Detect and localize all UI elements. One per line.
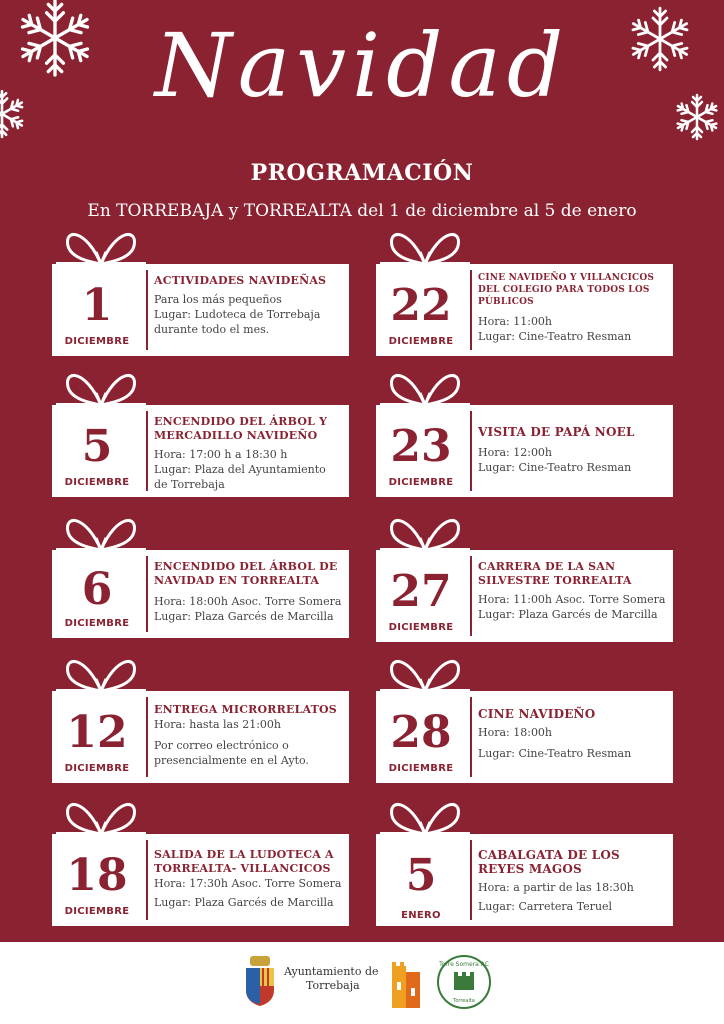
event-detail: Hora: 12:00h xyxy=(478,446,553,459)
gift-bow-icon xyxy=(56,794,146,836)
event-info xyxy=(154,703,343,768)
event-title: CINE NAVIDEÑO xyxy=(478,707,596,721)
divider xyxy=(146,556,148,632)
event-month: DICIEMBRE xyxy=(64,906,130,917)
event-date xyxy=(52,834,142,926)
event-month: DICIEMBRE xyxy=(388,336,454,347)
coat-of-arms-icon xyxy=(244,956,276,1008)
event-day: 23 xyxy=(390,421,452,472)
event-info xyxy=(154,560,343,624)
event-title: CARRERA DE LA SAN SILVESTRE TORREALTA xyxy=(478,560,632,587)
event-card xyxy=(52,834,349,926)
event-card xyxy=(376,550,673,642)
ayto-line2: Torrebaja xyxy=(306,979,360,992)
event-day: 27 xyxy=(390,566,452,617)
event-detail: Lugar: Cine-Teatro Resman xyxy=(478,330,632,343)
event-card xyxy=(376,834,673,926)
event-card xyxy=(52,550,349,638)
event-date xyxy=(376,691,466,783)
event-info xyxy=(478,560,667,622)
event-month: DICIEMBRE xyxy=(64,477,130,488)
event-date xyxy=(52,550,142,638)
event-info xyxy=(478,425,667,475)
event-title: ACTIVIDADES NAVIDEÑAS xyxy=(154,274,327,287)
event-detail: Por correo electrónico o xyxy=(154,739,289,752)
poster-title: Navidad xyxy=(154,14,570,117)
event-title: CINE NAVIDEÑO Y VILLANCICOS DEL COLEGIO PARA TODOS LOS PÚBLICOS xyxy=(478,273,655,307)
torre-somera-logo-bottom: Torrealta xyxy=(453,998,475,1004)
event-detail: Lugar: Carretera Teruel xyxy=(478,900,613,913)
torre-somera-logo-text: Torre Somera AC xyxy=(439,961,489,968)
event-day: 12 xyxy=(66,707,128,758)
tower-logo-icon xyxy=(390,960,424,1008)
event-title: ENCENDIDO DEL ÁRBOL Y MERCADILLO NAVIDEÑO xyxy=(154,415,328,442)
event-info xyxy=(154,415,343,492)
event-month: DICIEMBRE xyxy=(388,622,454,633)
event-date xyxy=(52,691,142,783)
event-day: 1 xyxy=(81,280,113,331)
torre-somera-logo-icon xyxy=(436,954,492,1010)
event-card xyxy=(376,405,673,497)
event-date xyxy=(376,264,466,356)
event-detail: Hora: a partir de las 18:30h xyxy=(478,881,634,894)
ayto-name xyxy=(284,965,379,993)
event-detail: Lugar: Plaza Garcés de Marcilla xyxy=(154,610,334,623)
event-title: CABALGATA DE LOS REYES MAGOS xyxy=(478,848,620,876)
gift-bow-icon xyxy=(56,651,146,693)
event-day: 28 xyxy=(390,707,452,758)
event-detail: Hora: 11:00h xyxy=(478,315,553,328)
event-title: VISITA DE PAPÁ NOEL xyxy=(478,425,635,439)
event-detail: Hora: 11:00h Asoc. Torre Somera xyxy=(478,593,666,606)
event-date xyxy=(376,550,466,642)
event-info xyxy=(478,707,667,761)
event-card xyxy=(52,405,349,497)
gift-bow-icon xyxy=(380,794,470,836)
event-info xyxy=(478,272,667,344)
event-title: ENCENDIDO DEL ÁRBOL DE NAVIDAD EN TORREALTA xyxy=(154,560,338,587)
date-range: En TORREBAJA y TORREALTA del 1 de diciembre al 5 de enero xyxy=(87,201,637,221)
event-day: 5 xyxy=(405,850,437,901)
poster-subtitle: PROGRAMACIÓN xyxy=(250,160,474,186)
event-detail: Lugar: Cine-Teatro Resman xyxy=(478,747,632,760)
event-month: DICIEMBRE xyxy=(64,336,130,347)
event-day: 5 xyxy=(81,421,113,472)
event-detail: Lugar: Ludoteca de Torrebaja xyxy=(154,308,321,321)
event-detail: de Torrebaja xyxy=(154,478,225,491)
gift-bow-icon xyxy=(380,651,470,693)
event-detail: Lugar: Cine-Teatro Resman xyxy=(478,461,632,474)
gift-bow-icon xyxy=(56,365,146,407)
event-day: 6 xyxy=(81,564,113,615)
divider xyxy=(146,697,148,777)
event-detail: Para los más pequeños xyxy=(154,293,282,306)
divider xyxy=(470,411,472,491)
divider xyxy=(470,840,472,920)
event-month: DICIEMBRE xyxy=(64,763,130,774)
gift-bow-icon xyxy=(380,365,470,407)
divider xyxy=(146,270,148,350)
event-detail: Lugar: Plaza del Ayuntamiento xyxy=(154,463,326,476)
event-date xyxy=(52,264,142,356)
event-card xyxy=(376,691,673,783)
event-detail: Hora: 17:00 h a 18:30 h xyxy=(154,448,288,461)
event-date xyxy=(376,834,466,926)
event-month: ENERO xyxy=(401,910,441,921)
event-detail: Lugar: Plaza Garcés de Marcilla xyxy=(478,608,658,621)
event-info xyxy=(154,848,343,910)
event-detail: Hora: 18:00h xyxy=(478,726,553,739)
event-card xyxy=(52,264,349,356)
gift-bow-icon xyxy=(380,224,470,266)
event-title: ENTREGA MICRORRELATOS xyxy=(154,703,337,716)
event-month: DICIEMBRE xyxy=(388,477,454,488)
event-detail: Hora: hasta las 21:00h xyxy=(154,718,281,731)
gift-bow-icon xyxy=(380,510,470,552)
event-date xyxy=(376,405,466,497)
divider xyxy=(146,411,148,491)
divider xyxy=(146,840,148,920)
event-detail: durante todo el mes. xyxy=(154,323,270,336)
ayto-line1: Ayuntamiento de xyxy=(284,965,379,978)
divider xyxy=(470,556,472,636)
event-card xyxy=(52,691,349,783)
event-card xyxy=(376,264,673,356)
event-day: 22 xyxy=(390,280,452,331)
gift-bow-icon xyxy=(56,510,146,552)
event-info xyxy=(154,274,343,337)
divider xyxy=(470,697,472,777)
event-detail: Hora: 18:00h Asoc. Torre Somera xyxy=(154,595,342,608)
event-detail: Hora: 17:30h Asoc. Torre Somera xyxy=(154,877,342,890)
gift-bow-icon xyxy=(56,224,146,266)
event-title: SALIDA DE LA LUDOTECA A TORREALTA- VILLANCICOS xyxy=(154,848,334,875)
event-month: DICIEMBRE xyxy=(64,618,130,629)
event-date xyxy=(52,405,142,497)
event-info xyxy=(478,848,667,914)
footer xyxy=(0,942,724,1024)
event-detail: presencialmente en el Ayto. xyxy=(154,754,309,767)
divider xyxy=(470,270,472,350)
event-month: DICIEMBRE xyxy=(388,763,454,774)
event-detail: Lugar: Plaza Garcés de Marcilla xyxy=(154,896,334,909)
event-day: 18 xyxy=(66,850,128,901)
